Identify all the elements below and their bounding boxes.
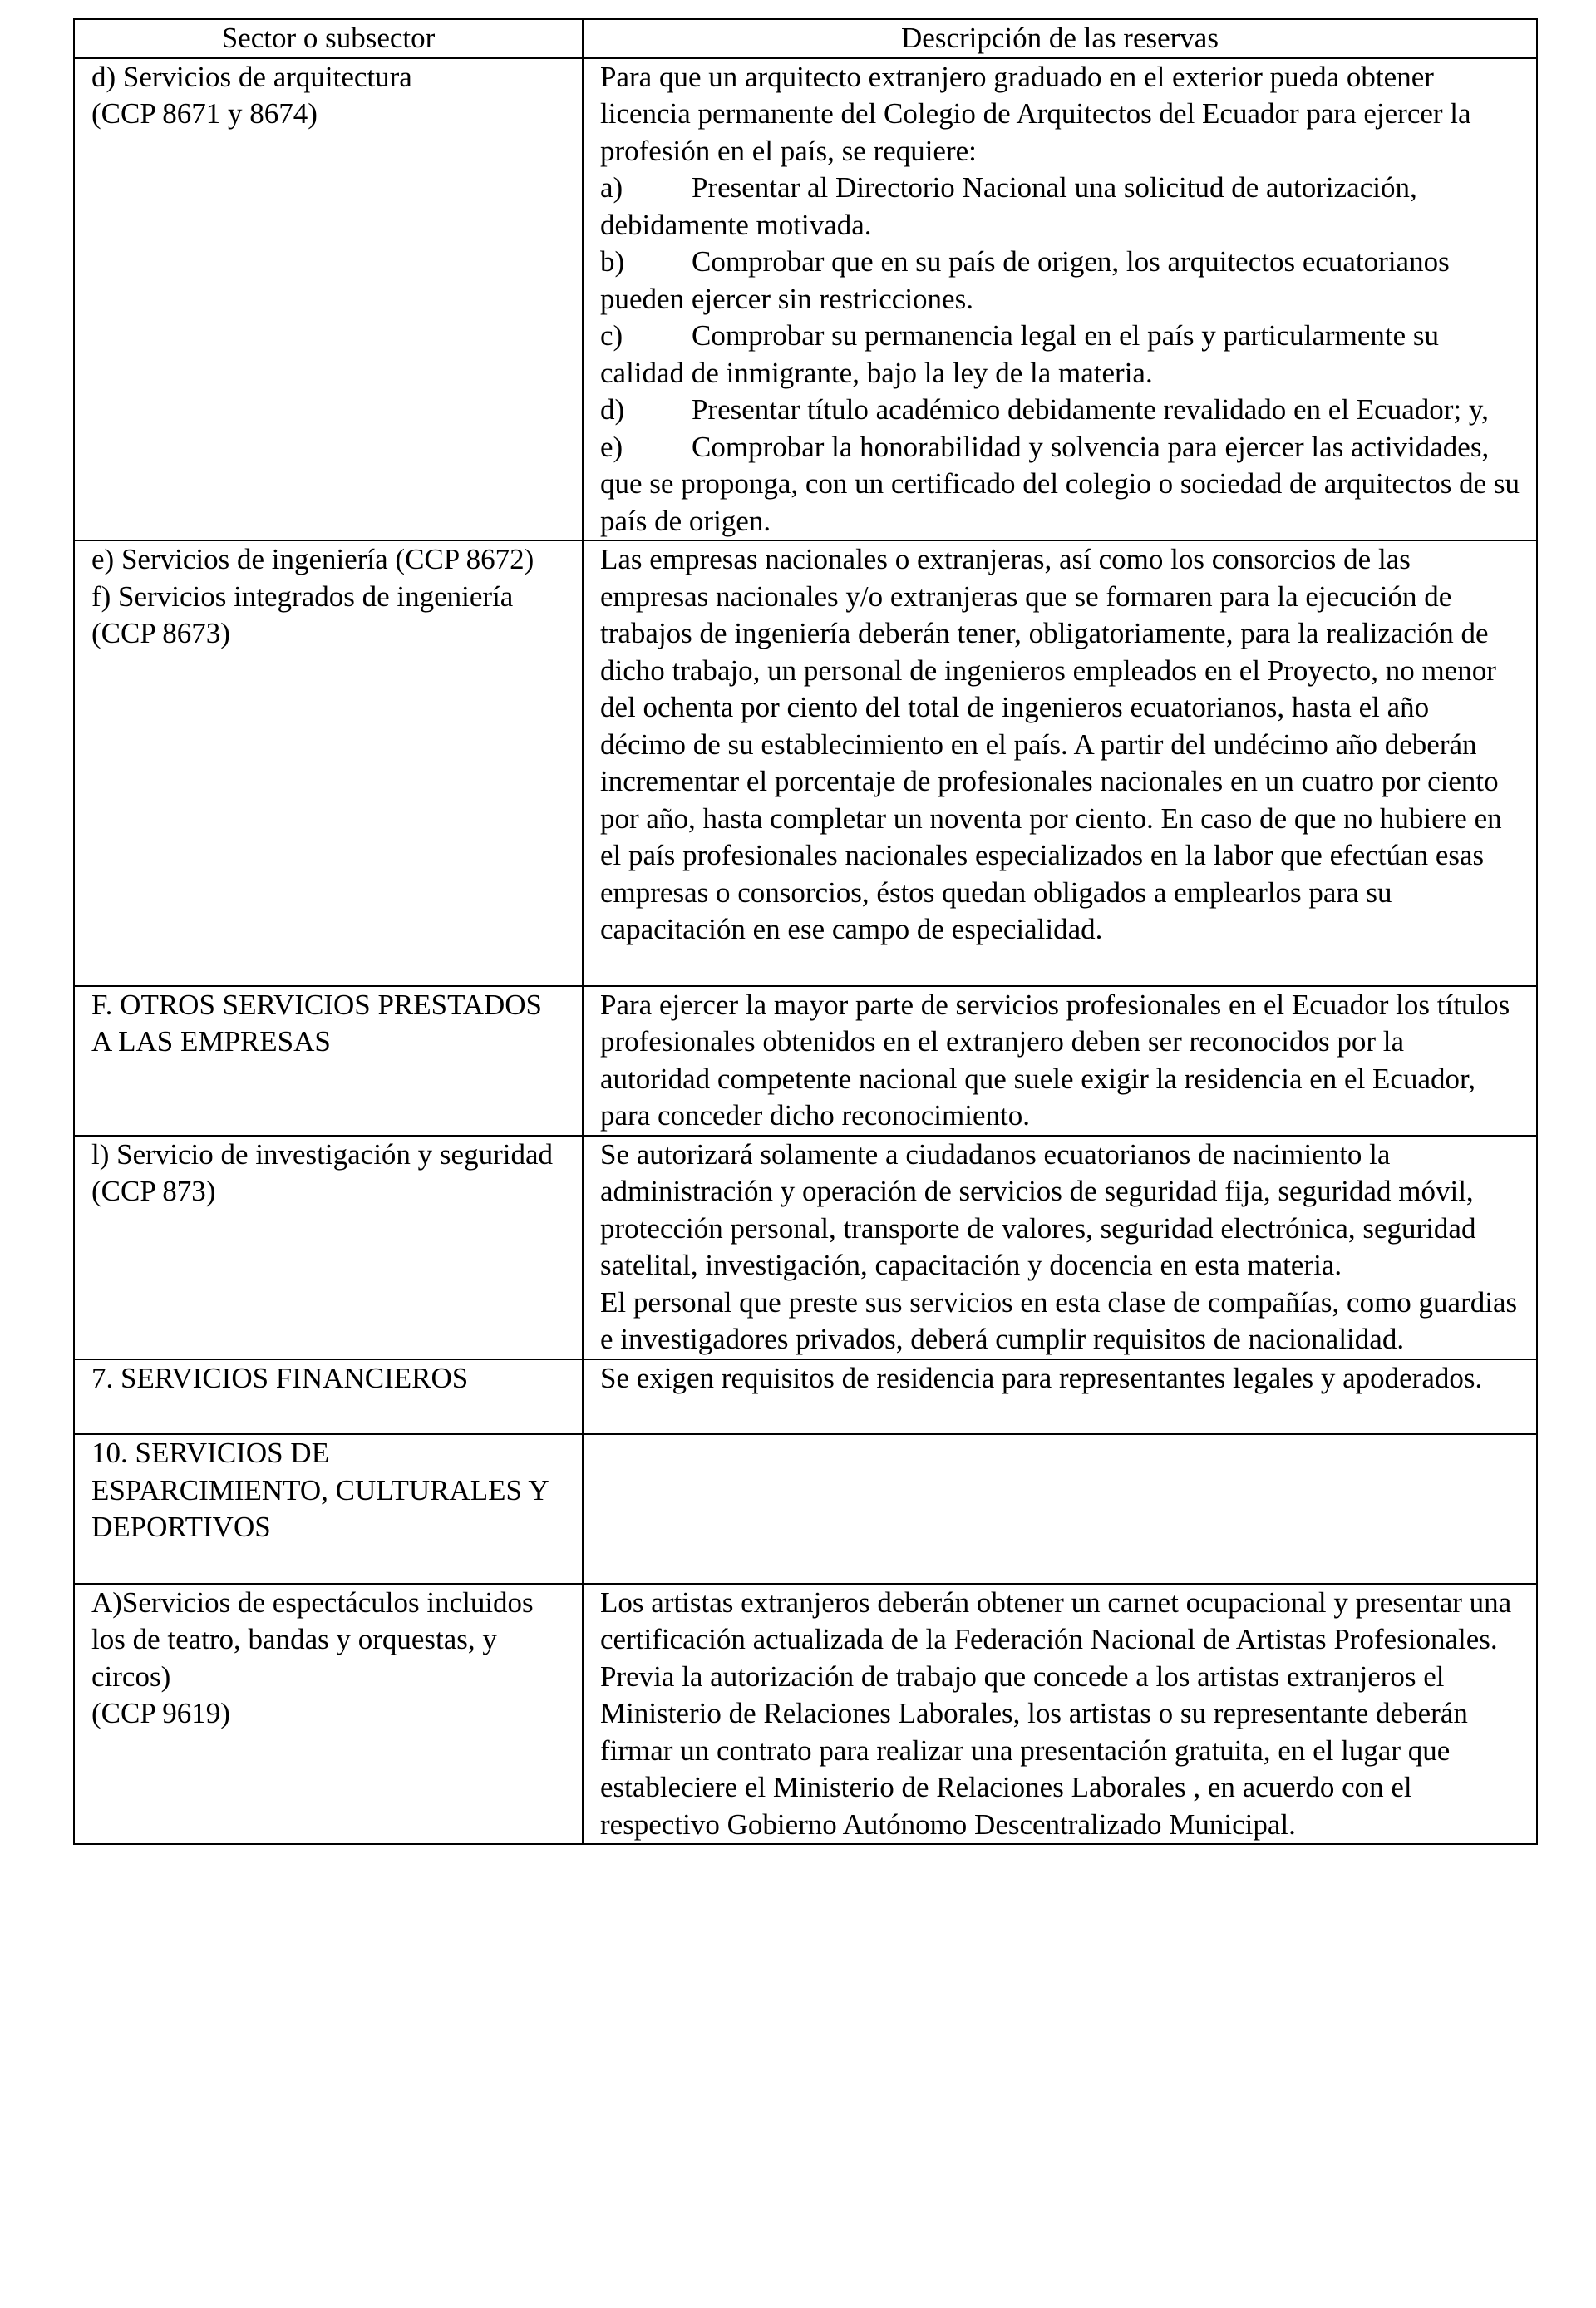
- requirement-label: a): [600, 171, 623, 204]
- requirement-text: Presentar título académico debidamente revalidado en el Ecuador; y,: [692, 393, 1489, 426]
- description-cell: [583, 1359, 1537, 1435]
- requirement-text: Presentar al Directorio Nacional una solicitud de autorización, debidamente motivada.: [600, 171, 1417, 241]
- sector-line: e) Servicios de ingeniería (CCP 8672): [91, 543, 534, 575]
- description-paragraph: Los artistas extranjeros deberán obtener un carnet ocupacional y presentar una certificación actualizada de la Federación Nacional de Artistas Profesionales.: [600, 1586, 1512, 1655]
- sector-line: (CCP 8671 y 8674): [91, 97, 318, 130]
- table-row: [74, 986, 1537, 1136]
- sector-line: A)Servicios de espectáculos incluidos los de teatro, bandas y orquestas, y circos): [91, 1586, 534, 1693]
- description-paragraph: Se exigen requisitos de residencia para representantes legales y apoderados.: [600, 1361, 1483, 1394]
- table-row: [74, 1136, 1537, 1359]
- sector-cell: [74, 986, 583, 1136]
- requirement-item: [600, 392, 1520, 429]
- requirement-item: [600, 244, 1520, 318]
- sector-line: f) Servicios integrados de ingeniería (CCP 8673): [91, 579, 514, 649]
- requirement-text: Comprobar que en su país de origen, los arquitectos ecuatorianos pueden ejercer sin restricciones.: [600, 245, 1450, 315]
- reservations-table: [73, 18, 1538, 1845]
- description-paragraph: Las empresas nacionales o extranjeras, así como los consorcios de las empresas nacionales y/o extranjeras que se formaren para la ejecución de trabajos de ingeniería deberán tener, obligatoriamente, para la realización de dicho trabajo, un personal de ingenieros empleados en el Proyecto, no menor del ochenta por ciento del total de ingenieros ecuatorianos, hasta el año décimo de su establecimiento en el país. A partir del undécimo año deberán incrementar el porcentaje de profesionales nacionales en un cuatro por ciento por año, hasta completar un noventa por ciento. En caso de que no hubiere en el país profesionales nacionales especializados en la labor que efectúan esas empresas o consorcios, éstos quedan obligados a emplearlos para su capacitación en ese campo de especialidad.: [600, 543, 1502, 945]
- table-header-row: [74, 19, 1537, 58]
- requirement-item: [600, 170, 1520, 244]
- description-cell: [583, 1434, 1537, 1584]
- description-paragraph: Se autorizará solamente a ciudadanos ecuatorianos de nacimiento la administración y operación de servicios de seguridad fija, seguridad móvil, protección personal, transporte de valores, seguridad electrónica, seguridad satelital, investigación, capacitación y docencia en esta materia.: [600, 1137, 1476, 1281]
- header-sector: Sector o subsector: [74, 19, 583, 58]
- table-row: [74, 1434, 1537, 1584]
- description-cell: [583, 1584, 1537, 1845]
- sector-line: (CCP 9619): [91, 1697, 230, 1729]
- requirement-item: [600, 429, 1520, 540]
- table-row: [74, 1359, 1537, 1435]
- sector-line: 7. SERVICIOS FINANCIEROS: [91, 1361, 469, 1394]
- requirement-label: e): [600, 430, 623, 463]
- sector-cell: [74, 1434, 583, 1584]
- requirement-label: c): [600, 319, 623, 352]
- requirement-text: Comprobar su permanencia legal en el país y particularmente su calidad de inmigrante, bajo la ley de la materia.: [600, 319, 1439, 389]
- requirement-label: b): [600, 245, 625, 278]
- description-paragraph: El personal que preste sus servicios en esta clase de compañías, como guardias e investigadores privados, deberá cumplir requisitos de nacionalidad.: [600, 1285, 1518, 1355]
- sector-cell: [74, 58, 583, 541]
- sector-cell: [74, 1136, 583, 1359]
- description-cell: [583, 1136, 1537, 1359]
- table-row: [74, 58, 1537, 541]
- sector-line: d) Servicios de arquitectura: [91, 60, 412, 93]
- description-intro: Para que un arquitecto extranjero graduado en el exterior pueda obtener licencia permanente del Colegio de Arquitectos del Ecuador para ejercer la profesión en el país, se requiere:: [600, 60, 1471, 167]
- description-paragraph: Previa la autorización de trabajo que concede a los artistas extranjeros el Ministerio de Relaciones Laborales, los artistas o su representante deberán firmar un contrato para realizar una presentación gratuita, en el lugar que estableciere el Ministerio de Relaciones Laborales , en acuerdo con el respectivo Gobierno Autónomo Descentralizado Municipal.: [600, 1659, 1468, 1841]
- sector-cell: [74, 1359, 583, 1435]
- description-cell: [583, 540, 1537, 986]
- requirement-item: [600, 318, 1520, 392]
- sector-line: F. OTROS SERVICIOS PRESTADOS A LAS EMPRESAS: [91, 988, 542, 1058]
- description-paragraph: Para ejercer la mayor parte de servicios profesionales en el Ecuador los títulos profesionales obtenidos en el extranjero deben ser reconocidos por la autoridad competente nacional que suele exigir la residencia en el Ecuador, para conceder dicho reconocimiento.: [600, 988, 1510, 1132]
- table-row: [74, 540, 1537, 986]
- requirement-label: d): [600, 393, 625, 426]
- sector-cell: [74, 1584, 583, 1845]
- sector-line: 10. SERVICIOS DE ESPARCIMIENTO, CULTURALES Y DEPORTIVOS: [91, 1437, 549, 1543]
- sector-line: l) Servicio de investigación y seguridad (CCP 873): [91, 1137, 553, 1207]
- header-description: Descripción de las reservas: [583, 19, 1537, 58]
- description-cell: [583, 58, 1537, 541]
- description-cell: [583, 986, 1537, 1136]
- requirement-text: Comprobar la honorabilidad y solvencia para ejercer las actividades, que se proponga, con un certificado del colegio o sociedad de arquitectos de su país de origen.: [600, 430, 1520, 537]
- sector-cell: [74, 540, 583, 986]
- table-row: [74, 1584, 1537, 1845]
